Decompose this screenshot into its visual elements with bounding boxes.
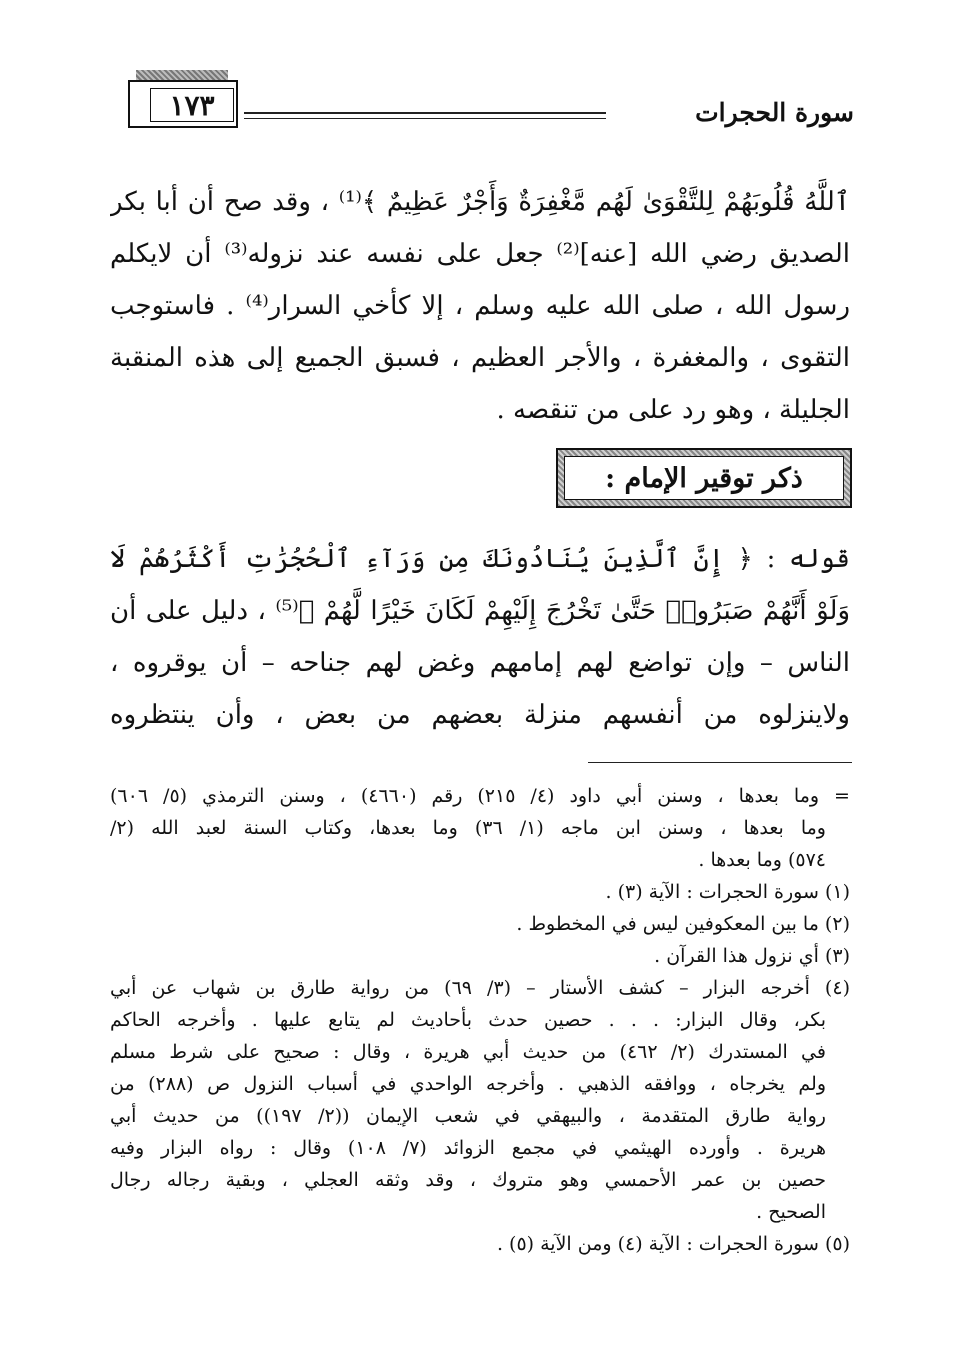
page-header	[0, 0, 962, 140]
footnotes	[110, 780, 850, 1260]
paragraph-line: الصديق رضي الله [عنه]⁽²⁾ جعل على نفسه عند نزوله⁽³⁾ أن لايكلم	[110, 239, 850, 269]
footnote-line: (٤) أخرجه البزار – كشف الأستار – (٣/ ٦٩) من رواية طارق بن شهاب عن أبي	[110, 977, 850, 999]
page-number: ١٧٣	[150, 88, 234, 122]
header-rule-thin	[244, 118, 606, 119]
paragraph-2	[110, 533, 850, 741]
footnote-separator	[588, 762, 852, 763]
footnote-line: وما بعدها ، وسنن ابن ماجه (١/ ٣٦) وما بعدها، وكتاب السنة لعبد الله (٢/	[110, 817, 826, 839]
footnote-line: ٥٧٤) وما بعدها .	[698, 849, 826, 871]
footnote-line: = وما بعدها ، وسنن أبي داود (٤/ ٢١٥) رقم (٤٦٦٠) ، وسنن الترمذي (٥/ ٦٠٦)	[110, 785, 850, 807]
footnote-line: بكر، وقال البزار: . . . حصين حدث بأحاديث لم يتابع عليها . وأخرجه الحاكم	[110, 1009, 826, 1031]
section-heading: ذكر توقير الإمام :	[564, 456, 844, 500]
footnote-continued	[110, 780, 850, 876]
paragraph-line: التقوى ، والمغفرة ، والأجر العظيم ، فسبق الجميع إلى هذه المنقبة	[110, 343, 850, 373]
paragraph-line: الناس – وإن تواضع لهم إمامهم وغض لهم جناحه – أن يوقروه ،	[110, 648, 850, 678]
paragraph-line: الجليلة ، وهو رد على من تنقصه .	[496, 395, 850, 425]
section-heading-box	[556, 448, 852, 508]
paragraph-line: قوله : ﴿ إِنَّ ٱلَّذِينَ يُنَادُونَكَ مِن وَرَآءِ ٱلْحُجُرَٰتِ أَكْثَرُهُمْ لَا	[110, 544, 850, 574]
footnote-line: ولم يخرجاه ، ووافقه الذهبي . وأخرجه الواحدي في أسباب النزول ص (٢٨٨) من	[110, 1073, 826, 1095]
paragraph-line: ولاينزلوه من أنفسهم منزلة بعضهم من بعض ، وأن ينتظروه	[110, 700, 850, 730]
footnote-line: الصحيح .	[756, 1201, 826, 1223]
footnote-1: (١) سورة الحجرات : الآية (٣) .	[605, 881, 850, 903]
footnote-5: (٥) سورة الحجرات : الآية (٤) ومن الآية (٥) .	[496, 1233, 850, 1255]
header-rule	[244, 112, 606, 114]
paragraph-1	[110, 176, 850, 436]
footnote-line: رواية طارق المتقدمة ، والبيهقي في شعب الإيمان ((٢/ ١٩٧)) من حديث أبي	[110, 1105, 826, 1127]
footnote-3: (٣) أي نزول هذا القرآن .	[654, 945, 850, 967]
surah-title: سورة الحجرات	[695, 98, 854, 127]
footnote-4	[110, 972, 850, 1228]
footnote-line: حصين بن عمر الأحمسي وهو متروك ، وقد وثقه العجلي ، وبقية رجاله رجال	[110, 1169, 826, 1191]
footnote-line: هريرة . وأورده الهيثمي في مجمع الزوائد (٧/ ١٠٨) وقال : رواه البزار وفيه	[110, 1137, 826, 1159]
footnote-2: (٢) ما بين المعكوفين ليس في المخطوط .	[516, 913, 850, 935]
paragraph-line: وَلَوْ أَنَّهُمْ صَبَرُوا۟ حَتَّىٰ تَخْرُجَ إِلَيْهِمْ لَكَانَ خَيْرًا لَّهُمْ ﴾⁽⁵⁾ ، دليل على أن	[110, 596, 850, 626]
paragraph-line: ٱللَّهُ قُلُوبَهُمْ لِلتَّقْوَىٰ لَهُم مَّغْفِرَةٌ وَأَجْرٌ عَظِيمٌ ﴾⁽¹⁾ ، وقد صح أن أبا بكر	[110, 187, 850, 217]
paragraph-line: رسول الله ، صلى الله عليه وسلم ، إلا كأخي السرار⁽⁴⁾ . فاستوجب	[110, 291, 850, 321]
footnote-line: في المستدرك (٢/ ٤٦٢) من حديث أبي هريرة ، وقال : صحيح على شرط مسلم	[110, 1041, 826, 1063]
